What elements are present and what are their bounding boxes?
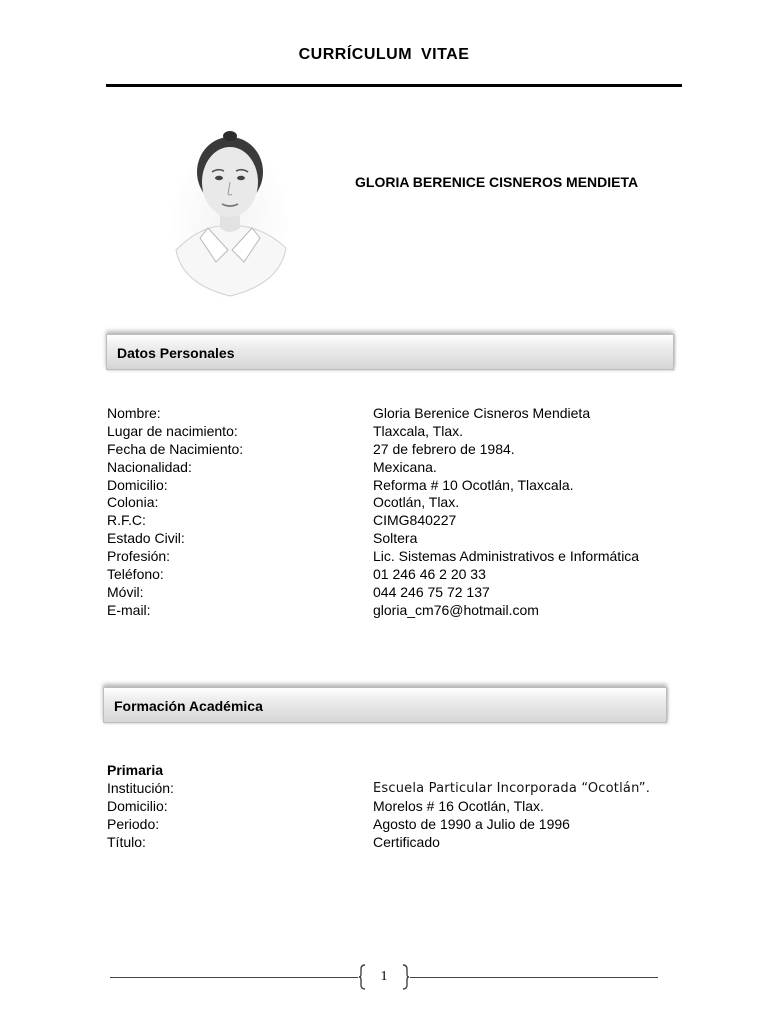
person-name: GLORIA BERENICE CISNEROS MENDIETA	[355, 174, 639, 190]
field-label: Móvil:	[107, 583, 144, 600]
field-label: Lugar de nacimiento:	[107, 422, 238, 439]
title-divider	[106, 84, 682, 87]
field-value: Ocotlán, Tlax.	[373, 494, 460, 511]
field-label: R.F.C:	[107, 512, 146, 529]
subsection-title: Primaria	[107, 762, 164, 778]
field-value: gloria_cm76@hotmail.com	[373, 601, 539, 618]
field-label: Nombre:	[107, 405, 161, 421]
field-value: Lic. Sistemas Administrativos e Informática	[373, 548, 640, 565]
field-value: 27 de febrero de 1984.	[373, 440, 515, 457]
field-label: Profesión:	[107, 548, 171, 565]
profile-photo	[168, 122, 292, 300]
field-value: 044 246 75 72 137	[373, 583, 490, 600]
field-label: Teléfono:	[107, 566, 164, 583]
field-label: Colonia:	[107, 494, 159, 511]
field-label: Título:	[107, 833, 146, 850]
field-value: 01 246 46 2 20 33	[373, 566, 486, 583]
right-brace-icon	[402, 964, 410, 990]
field-label: Domicilio:	[107, 476, 168, 493]
field-value: CIMG840227	[373, 512, 457, 529]
field-value: Morelos # 16 Ocotlán, Tlax.	[373, 797, 544, 814]
field-label: Periodo:	[107, 815, 160, 832]
field-label: E-mail:	[107, 601, 151, 618]
field-label: Institución:	[107, 779, 174, 796]
footer-rule-right	[410, 977, 658, 978]
field-value: Escuela Particular Incorporada “Ocotlán”.	[373, 780, 651, 796]
field-label: Fecha de Nacimiento:	[107, 440, 244, 457]
field-value: Reforma # 10 Ocotlán, Tlaxcala.	[373, 476, 574, 493]
document-title: CURRÍCULUM VITAE	[298, 46, 470, 63]
field-value: Certificado	[373, 833, 440, 850]
field-label: Nacionalidad:	[107, 458, 192, 475]
section-header-datos-personales	[106, 334, 674, 370]
field-value: Tlaxcala, Tlax.	[373, 422, 463, 439]
field-value: Soltera	[373, 530, 418, 547]
section-header-formacion-academica	[103, 687, 667, 723]
page-number	[358, 964, 410, 990]
field-value: Agosto de 1990 a Julio de 1996	[373, 815, 570, 832]
page-number-text: 1	[380, 969, 388, 984]
section-title: Datos Personales	[117, 345, 235, 361]
left-brace-icon	[358, 964, 366, 990]
field-label: Domicilio:	[107, 797, 168, 814]
field-label: Estado Civil:	[107, 530, 185, 547]
section-title: Formación Académica	[114, 698, 263, 714]
footer-rule-left	[110, 977, 358, 978]
field-value: Gloria Berenice Cisneros Mendieta	[373, 405, 591, 421]
field-value: Mexicana.	[373, 458, 437, 475]
